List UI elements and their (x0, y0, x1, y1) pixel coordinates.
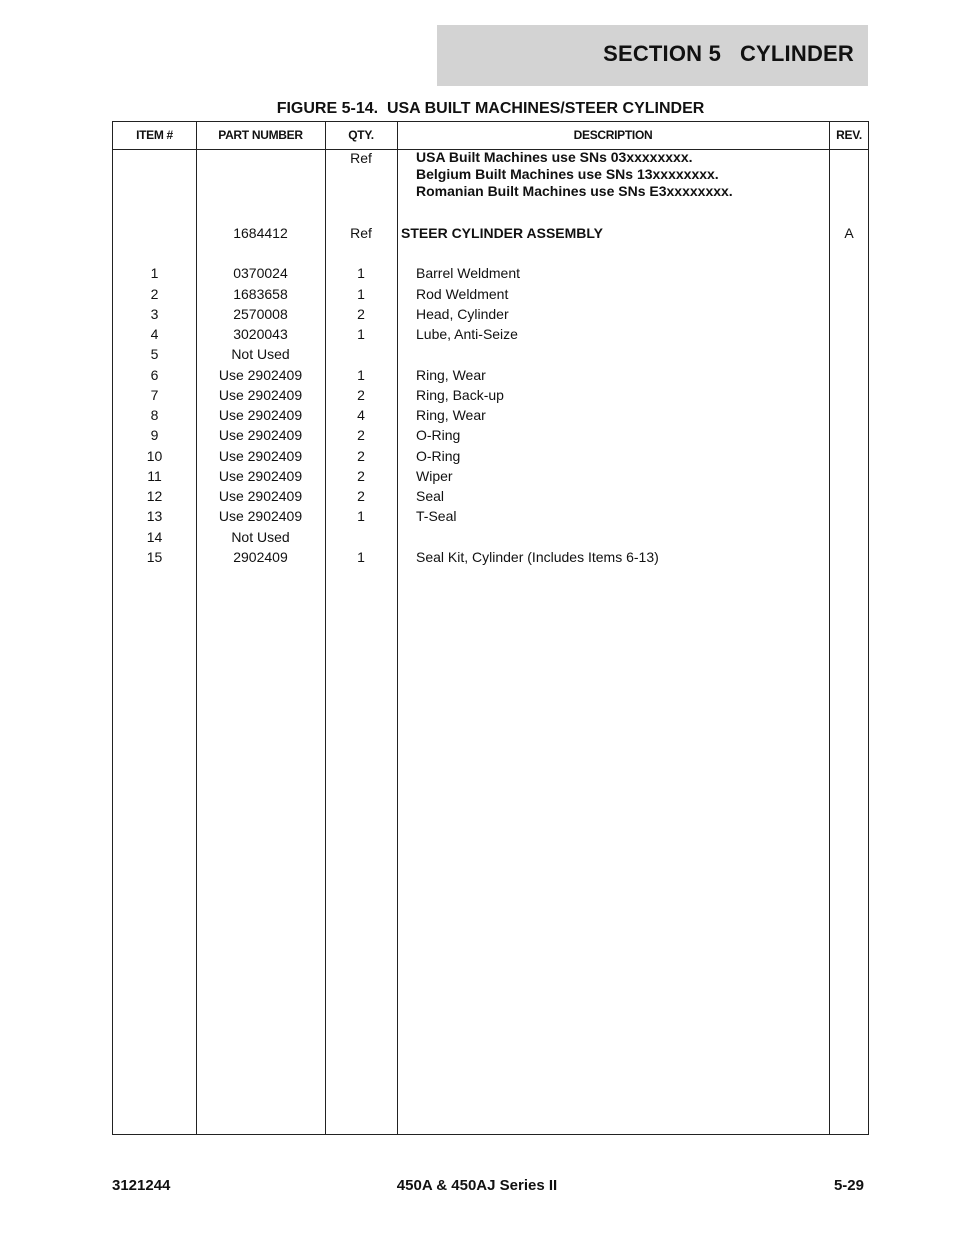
part-number: Use 2902409 (218, 367, 303, 383)
part-number: Use 2902409 (218, 508, 303, 524)
table-row (113, 284, 868, 304)
serial-number-note (416, 149, 733, 200)
part-number: Use 2902409 (218, 387, 303, 403)
table-row (113, 425, 868, 445)
quantity: 2 (357, 427, 365, 443)
quantity: 4 (357, 407, 365, 423)
description: O-Ring (416, 427, 461, 443)
quantity: 1 (357, 549, 365, 565)
description: Lube, Anti-Seize (416, 326, 518, 342)
table-row (113, 344, 868, 364)
assembly-part-number: 1684412 (233, 225, 288, 241)
quantity: 1 (357, 286, 365, 302)
description: O-Ring (416, 448, 461, 464)
section-banner (437, 25, 868, 86)
table-row (113, 324, 868, 344)
description: Seal (416, 488, 445, 504)
quantity: 2 (357, 387, 365, 403)
table-row (113, 506, 868, 526)
note-qty: Ref (350, 150, 372, 166)
quantity: 1 (357, 265, 365, 281)
part-number: Use 2902409 (218, 407, 303, 423)
table-row (113, 263, 868, 283)
quantity: 1 (357, 367, 365, 383)
description: Ring, Back-up (416, 387, 504, 403)
table-row (113, 547, 868, 567)
table-row (113, 446, 868, 466)
quantity: 1 (357, 508, 365, 524)
table-row (113, 365, 868, 385)
item-number: 10 (146, 448, 163, 464)
part-number: 2570008 (233, 306, 288, 322)
header-rev: REV. (836, 128, 862, 142)
item-number: 13 (146, 508, 163, 524)
table-row (113, 486, 868, 506)
description: Ring, Wear (416, 367, 486, 383)
header-item: ITEM # (136, 128, 173, 142)
parts-table (112, 121, 869, 1135)
item-number: 15 (146, 549, 163, 565)
item-number: 3 (150, 306, 159, 322)
assembly-qty: Ref (350, 225, 372, 241)
section-title: SECTION 5 CYLINDER (603, 41, 854, 66)
part-number: Use 2902409 (218, 488, 303, 504)
note-line: USA Built Machines use SNs 03xxxxxxxx. (416, 149, 693, 165)
assembly-rev: A (844, 225, 854, 241)
quantity: 2 (357, 306, 365, 322)
table-row (113, 405, 868, 425)
part-number: 3020043 (233, 326, 288, 342)
footer-page-number: 5-29 (833, 1177, 864, 1194)
quantity: 1 (357, 326, 365, 342)
item-number: 5 (150, 346, 159, 362)
quantity: 2 (357, 468, 365, 484)
quantity: 2 (357, 448, 365, 464)
item-number: 7 (150, 387, 159, 403)
item-number: 6 (150, 367, 159, 383)
assembly-row (113, 223, 868, 243)
part-number: 2902409 (233, 549, 288, 565)
item-number: 1 (150, 265, 159, 281)
description: Seal Kit, Cylinder (Includes Items 6-13) (416, 549, 659, 565)
item-number: 11 (147, 468, 162, 484)
footer-doc-number: 3121244 (112, 1177, 171, 1194)
description: Head, Cylinder (416, 306, 509, 322)
header-part-number: PART NUMBER (218, 128, 303, 142)
part-number: Not Used (231, 529, 290, 545)
item-number: 14 (146, 529, 163, 545)
item-number: 2 (150, 286, 159, 302)
assembly-description: STEER CYLINDER ASSEMBLY (401, 225, 603, 241)
note-line: Belgium Built Machines use SNs 13xxxxxxxx. (416, 166, 719, 182)
description: Rod Weldment (416, 286, 509, 302)
quantity: 2 (357, 488, 365, 504)
footer-model: 450A & 450AJ Series II (396, 1177, 558, 1194)
part-number: 0370024 (233, 265, 288, 281)
part-number: Not Used (231, 346, 290, 362)
part-number: 1683658 (233, 286, 288, 302)
table-row (113, 527, 868, 547)
part-number: Use 2902409 (218, 468, 303, 484)
header-qty: QTY. (348, 128, 374, 142)
description: Barrel Weldment (416, 265, 521, 281)
table-row (113, 304, 868, 324)
part-number: Use 2902409 (218, 427, 303, 443)
table-row (113, 385, 868, 405)
item-number: 4 (150, 326, 159, 342)
part-number: Use 2902409 (218, 448, 303, 464)
description: Wiper (416, 468, 453, 484)
item-number: 9 (150, 427, 159, 443)
table-row (113, 466, 868, 486)
header-description: DESCRIPTION (573, 128, 653, 142)
description: T-Seal (416, 508, 457, 524)
figure-title: FIGURE 5-14. USA BUILT MACHINES/STEER CYLINDER (276, 100, 705, 117)
note-line: Romanian Built Machines use SNs E3xxxxxxxx. (416, 183, 733, 199)
item-number: 12 (146, 488, 163, 504)
item-number: 8 (150, 407, 159, 423)
description: Ring, Wear (416, 407, 486, 423)
